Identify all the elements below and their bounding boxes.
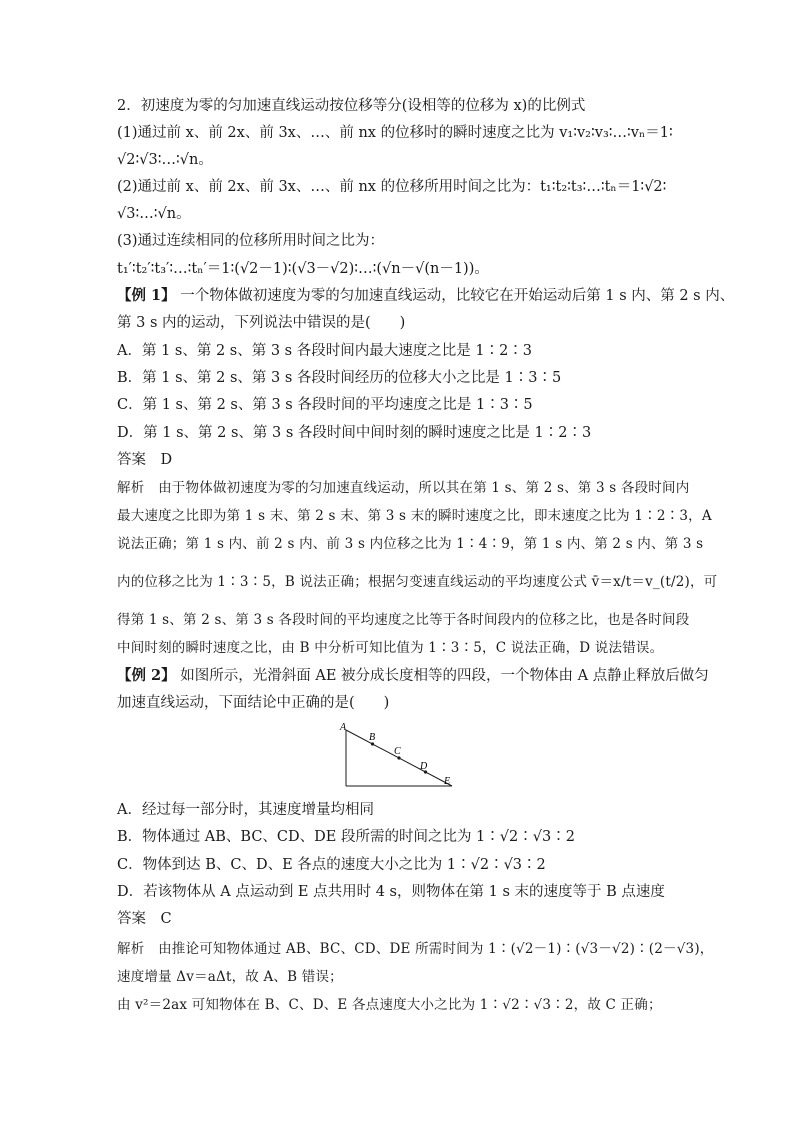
label-a: A [340, 722, 347, 733]
example-1-explanation-4: 内的位移之比为 1∶3∶5，B 说法正确；根据匀变速直线运动的平均速度公式 v̄＝x/t＝v_(t/2)，可 [117, 574, 718, 590]
section-point-3b: t₁′∶t₂′∶t₃′∶…∶tₙ′＝1∶(√2－1)∶(√3－√2)∶…∶(√n－√(n－1))。 [117, 261, 489, 277]
example-2-option-d: D．若该物体从 A 点运动到 E 点共用时 4 s，则物体在第 1 s 末的速度等于 B 点速度 [117, 884, 665, 900]
example-1-explanation-1: 解析 由于物体做初速度为零的匀加速直线运动，所以其在第 1 s、第 2 s、第 3 s 各段时间内 [117, 480, 690, 496]
section-title: 2．初速度为零的匀加速直线运动按位移等分(设相等的位移为 x)的比例式 [117, 98, 586, 114]
example-1-tag: 【例 1】 [117, 287, 176, 304]
example-1-explanation-5: 得第 1 s、第 2 s、第 3 s 各段时间的平均速度之比等于各时间段内的位移之比，也是各时间段 [117, 612, 690, 628]
example-2-explanation-1: 解析 由推论可知物体通过 AB、BC、CD、DE 所需时间为 1∶(√2－1)∶(√3－√2)∶(2－√3)， [117, 941, 714, 957]
example-2-explanation-2: 速度增量 Δv＝aΔt，故 A、B 错误； [117, 969, 343, 985]
section-point-3a: (3)通过连续相同的位移所用时间之比为： [117, 233, 385, 249]
section-point-2b: √3∶…∶√n。 [117, 206, 191, 222]
example-2-option-c: C．物体到达 B、C、D、E 各点的速度大小之比为 1∶√2∶√3∶2 [117, 857, 546, 873]
example-2-option-a: A．经过每一部分时，其速度增量均相同 [117, 802, 374, 818]
section-point-1a: (1)通过前 x、前 2x、前 3x、…、前 nx 的位移时的瞬时速度之比为 v₁∶v₂∶v₃∶…∶vₙ＝1∶ [117, 125, 673, 141]
label-c: C [394, 746, 401, 757]
example-2-tag: 【例 2】 [117, 667, 176, 684]
example-1-option-c: C．第 1 s、第 2 s、第 3 s 各段时间的平均速度之比是 1∶3∶5 [117, 397, 533, 413]
example-1-option-d: D．第 1 s、第 2 s、第 3 s 各段时间中间时刻的瞬时速度之比是 1∶2∶3 [117, 425, 592, 441]
example-1-option-a: A．第 1 s、第 2 s、第 3 s 各段时间内最大速度之比是 1∶2∶3 [117, 343, 533, 359]
section-point-2a: (2)通过前 x、前 2x、前 3x、…、前 nx 的位移所用时间之比为：t₁∶t₂∶t₃∶…∶tₙ＝1∶√2∶ [117, 179, 667, 195]
example-2-question-line-2: 加速直线运动，下面结论中正确的是( ) [117, 695, 390, 711]
label-d: D [420, 761, 428, 772]
example-1-question-text: 一个物体做初速度为零的匀加速直线运动，比较它在开始运动后第 1 s 内、第 2 s 内、 [180, 288, 735, 304]
incline-figure [336, 718, 460, 790]
example-1-question-line-1 [117, 286, 734, 306]
example-2-question-text: 如图所示，光滑斜面 AE 被分成长度相等的四段，一个物体由 A 点静止释放后做匀 [180, 668, 709, 684]
example-2-explanation-3: 由 v²＝2ax 可知物体在 B、C、D、E 各点速度大小之比为 1∶√2∶√3∶2，故 C 正确； [117, 997, 662, 1013]
example-1-explanation-6: 中间时刻的瞬时速度之比，由 B 中分析可知比值为 1∶3∶5，C 说法正确，D 说法错误。 [117, 640, 664, 656]
section-point-1b: √2∶√3∶…∶√n。 [117, 152, 213, 168]
example-2-option-b: B．物体通过 AB、BC、CD、DE 段所需的时间之比为 1∶√2∶√3∶2 [117, 829, 575, 845]
example-2-question-line-1 [117, 666, 709, 686]
example-1-question-line-2: 第 3 s 内的运动，下列说法中错误的是( ) [117, 315, 406, 331]
example-2-answer: 答案 C [117, 911, 172, 927]
label-b: B [369, 732, 376, 743]
example-1-explanation-2: 最大速度之比即为第 1 s 末、第 2 s 末、第 3 s 末的瞬时速度之比，即末速度之比为 1∶2∶3，A [117, 508, 712, 524]
label-e: E [444, 776, 451, 787]
example-1-explanation-3: 说法正确；第 1 s 内、前 2 s 内、前 3 s 内位移之比为 1∶4∶9，第 1 s 内、第 2 s 内、第 3 s [117, 536, 704, 552]
example-1-answer: 答案 D [117, 452, 173, 468]
example-1-option-b: B．第 1 s、第 2 s、第 3 s 各段时间经历的位移大小之比是 1∶3∶5 [117, 370, 562, 386]
